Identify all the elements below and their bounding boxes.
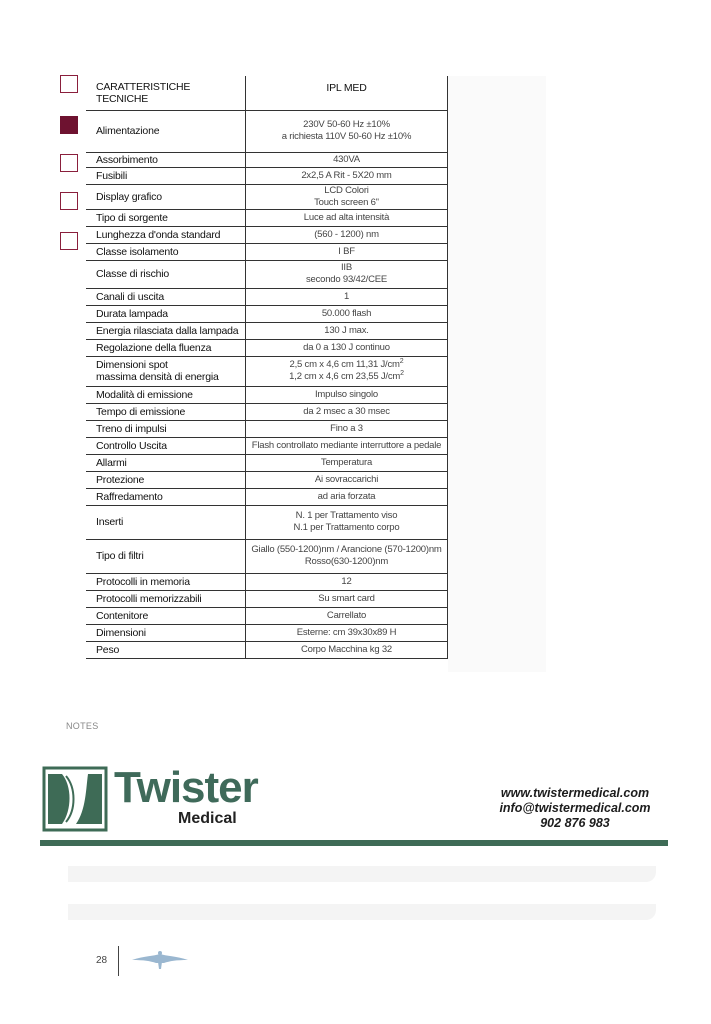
row-value: (560 - 1200) nm [246, 226, 448, 243]
table-row [86, 386, 448, 403]
marker-box-filled [60, 116, 78, 134]
superscript: 2 [399, 357, 404, 365]
table-row [86, 356, 448, 386]
table-shade [448, 76, 546, 672]
row-label: Tempo di emissione [86, 403, 246, 420]
table-row [86, 641, 448, 658]
row-label: Tipo di filtri [86, 539, 246, 573]
notes-label: NOTES [66, 721, 99, 731]
table-row [86, 403, 448, 420]
table-row [86, 243, 448, 260]
table-row [86, 573, 448, 590]
row-label: Treno di impulsi [86, 420, 246, 437]
row-label: Durata lampada [86, 305, 246, 322]
spec-table [86, 76, 448, 659]
row-value: IIB secondo 93/42/CEE [246, 260, 448, 288]
row-value: 430VA [246, 152, 448, 167]
row-value: Corpo Macchina kg 32 [246, 641, 448, 658]
twister-logo-icon [42, 766, 108, 832]
page-separator [118, 946, 119, 976]
row-value: Impulso singolo [246, 386, 448, 403]
marker-box [60, 192, 78, 210]
table-row [86, 339, 448, 356]
row-value: Ai sovraccarichi [246, 471, 448, 488]
row-value-line [250, 371, 443, 383]
table-row [86, 288, 448, 305]
row-value: ad aria forzata [246, 488, 448, 505]
brand-name: Twister [114, 763, 258, 812]
table-row [86, 505, 448, 539]
table-row [86, 226, 448, 243]
row-label: Energia rilasciata dalla lampada [86, 322, 246, 339]
row-value: Temperatura [246, 454, 448, 471]
table-row [86, 209, 448, 226]
table-row [86, 420, 448, 437]
row-label: Alimentazione [86, 110, 246, 152]
table-header-row [86, 76, 448, 110]
row-label: Inserti [86, 505, 246, 539]
table-row [86, 607, 448, 624]
row-label: Dimensioni spot massima densità di energia [86, 356, 246, 386]
row-value: 12 [246, 573, 448, 590]
row-value-text: 2,5 cm x 4,6 cm 11,31 J/cm [289, 359, 400, 370]
row-value: Carrellato [246, 607, 448, 624]
row-label: Regolazione della fluenza [86, 339, 246, 356]
row-value: Giallo (550-1200)nm / Arancione (570-1200)nm Rosso(630-1200)nm [246, 539, 448, 573]
row-value: da 2 msec a 30 msec [246, 403, 448, 420]
superscript: 2 [400, 369, 404, 377]
row-value [246, 356, 448, 386]
contact-phone: 902 876 983 [540, 816, 610, 830]
contact-email[interactable]: info@twistermedical.com [499, 801, 651, 815]
table-row [86, 590, 448, 607]
row-value: Su smart card [246, 590, 448, 607]
table-row [86, 184, 448, 209]
table-row [86, 260, 448, 288]
row-value: Fino a 3 [246, 420, 448, 437]
row-value: I BF [246, 243, 448, 260]
brand-sub: Medical [178, 810, 237, 827]
row-value: 1 [246, 288, 448, 305]
winged-logo-icon [128, 948, 192, 970]
row-label: Controllo Uscita [86, 437, 246, 454]
row-value: Flash controllato mediante interruttore a pedale [246, 437, 448, 454]
row-value: 230V 50-60 Hz ±10% a richiesta 110V 50-60 Hz ±10% [246, 110, 448, 152]
footer-bar [68, 904, 656, 920]
footer-bar [68, 866, 656, 882]
row-value-line [250, 359, 443, 371]
row-label: Assorbimento [86, 152, 246, 167]
table-row [86, 454, 448, 471]
row-value: 50.000 flash [246, 305, 448, 322]
row-label: Classe di rischio [86, 260, 246, 288]
table-row [86, 110, 448, 152]
page-number: 28 [96, 955, 108, 966]
header-value: IPL MED [246, 76, 448, 110]
table-row [86, 624, 448, 641]
row-label: Tipo di sorgente [86, 209, 246, 226]
header-label: CARATTERISTICHE TECNICHE [86, 76, 246, 110]
row-label: Classe isolamento [86, 243, 246, 260]
table-row [86, 488, 448, 505]
row-label: Raffredamento [86, 488, 246, 505]
row-label: Display grafico [86, 184, 246, 209]
table-row [86, 152, 448, 167]
row-value: da 0 a 130 J continuo [246, 339, 448, 356]
table-row [86, 167, 448, 184]
row-value: N. 1 per Trattamento viso N.1 per Trattamento corpo [246, 505, 448, 539]
marker-box [60, 75, 78, 93]
row-value: 130 J max. [246, 322, 448, 339]
row-label: Protocolli memorizzabili [86, 590, 246, 607]
row-value-text: 1,2 cm x 4,6 cm 23,55 J/cm [289, 371, 401, 382]
row-label: Allarmi [86, 454, 246, 471]
row-value: 2x2,5 A Rit - 5X20 mm [246, 167, 448, 184]
contact-block [490, 786, 660, 831]
row-label: Modalità di emissione [86, 386, 246, 403]
marker-box [60, 232, 78, 250]
row-value: Luce ad alta intensità [246, 209, 448, 226]
table-row [86, 305, 448, 322]
row-label: Peso [86, 641, 246, 658]
row-label: Fusibili [86, 167, 246, 184]
table-row [86, 471, 448, 488]
table-row [86, 322, 448, 339]
row-label: Contenitore [86, 607, 246, 624]
row-label: Dimensioni [86, 624, 246, 641]
row-label: Lunghezza d'onda standard [86, 226, 246, 243]
row-value: LCD Colori Touch screen 6'' [246, 184, 448, 209]
row-label: Canali di uscita [86, 288, 246, 305]
brand-rule [40, 840, 668, 846]
table-row [86, 539, 448, 573]
row-label: Protocolli in memoria [86, 573, 246, 590]
contact-web[interactable]: www.twistermedical.com [500, 786, 650, 800]
marker-box [60, 154, 78, 172]
row-label: Protezione [86, 471, 246, 488]
row-value: Esterne: cm 39x30x89 H [246, 624, 448, 641]
table-row [86, 437, 448, 454]
